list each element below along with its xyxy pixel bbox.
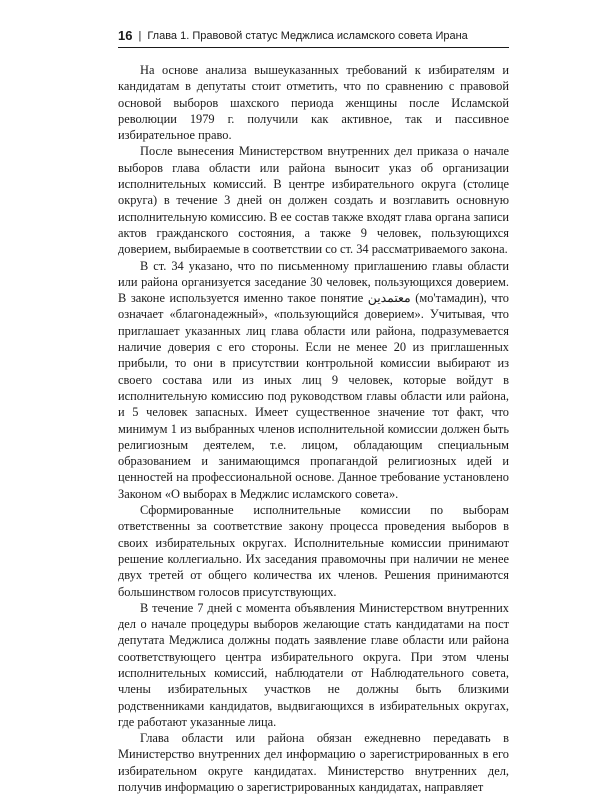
running-title: Глава 1. Правовой статус Меджлиса исламского совета Ирана — [147, 30, 468, 42]
body-text — [118, 62, 509, 795]
paragraph-6: Глава области или района обязан ежедневно передавать в Министерство внутренних дел информацию о зарегистрированных в его избирательном округе кандидатах. Министерство внутренних дел, получив информацию о зарегистрированных кандидатах, направляет — [118, 731, 509, 795]
paragraph-5: В течение 7 дней с момента объявления Министерством внутренних дел о начале процедуры выборов желающие стать кандидатами на пост депутата Меджлиса должны подать заявление главе области или района соответствующего центра избирательного округа. При этом члены исполнительных комиссий, наблюдатели от Наблюдательного совета, члены избирательных участков не должны быть близкими родственниками кандидатов, выдвигающихся в избирательных округах, где работают указанные лица. — [118, 600, 509, 729]
header-separator: | — [138, 30, 142, 42]
paragraph-4: Сформированные исполнительные комиссии по выборам ответственны за соответствие закону процесса проведения выборов в своих избирательных округах. Исполнительные комиссии принимают решение коллегиально. Их заседания правомочны при наличии не менее двух третей от общего количества их членов. Решения принимаются большинством голосов присутствующих. — [118, 503, 509, 599]
paragraph-2: После вынесения Министерством внутренних дел приказа о начале выборов глава области или района выносит указ об организации исполнительных комиссий. В центре избирательного округа (столице округа) в течение 3 дней он должен создать и возглавить основную исполнительную комиссию. В ее состав также входят глава органа записи актов гражданского состояния, а также 9 человек, пользующихся доверием, выбираемые в соответствии со ст. 34 рассматриваемого закона. — [118, 144, 509, 257]
paragraph-1: На основе анализа вышеуказанных требований к избирателям и кандидатам в депутаты стоит отметить, что по сравнению с правовой основой выборов шахского периода женщины после Исламской революции 1979 г. получили как активное, так и пассивное избирательное право. — [118, 63, 509, 143]
paragraph-3: В ст. 34 указано, что по письменному приглашению главы области или района организуется заседание 30 человек, пользующихся доверием. В законе используется именно такое понятие معتمدین (мо'тамадин), что означает «благонадежный», «пользующийся доверием». Учитывая, что приглашает указанных лиц глава области или района, подразумевается наличие доверия с его стороны. Если не менее 20 из приглашенных прибыли, то они в присутствии контрольной комиссии выбирают из своего состава или из иных лиц 9 человек, которые войдут в исполнительную комиссию под руководством главы области или района, и 5 человек запасных. Имеет существенное значение тот факт, что минимум 1 из выбранных членов исполнительной комиссии должен быть религиозным деятелем, т.е. лицом, обладающим специальным образованием и занимающимся пропагандой религиозных идей и ценностей на профессиональной основе. Данное требование установлено Законом «О выборах в Меджлис исламского совета». — [118, 258, 509, 501]
page-number: 16 — [118, 28, 133, 43]
running-head — [118, 28, 509, 48]
book-page — [118, 28, 509, 795]
